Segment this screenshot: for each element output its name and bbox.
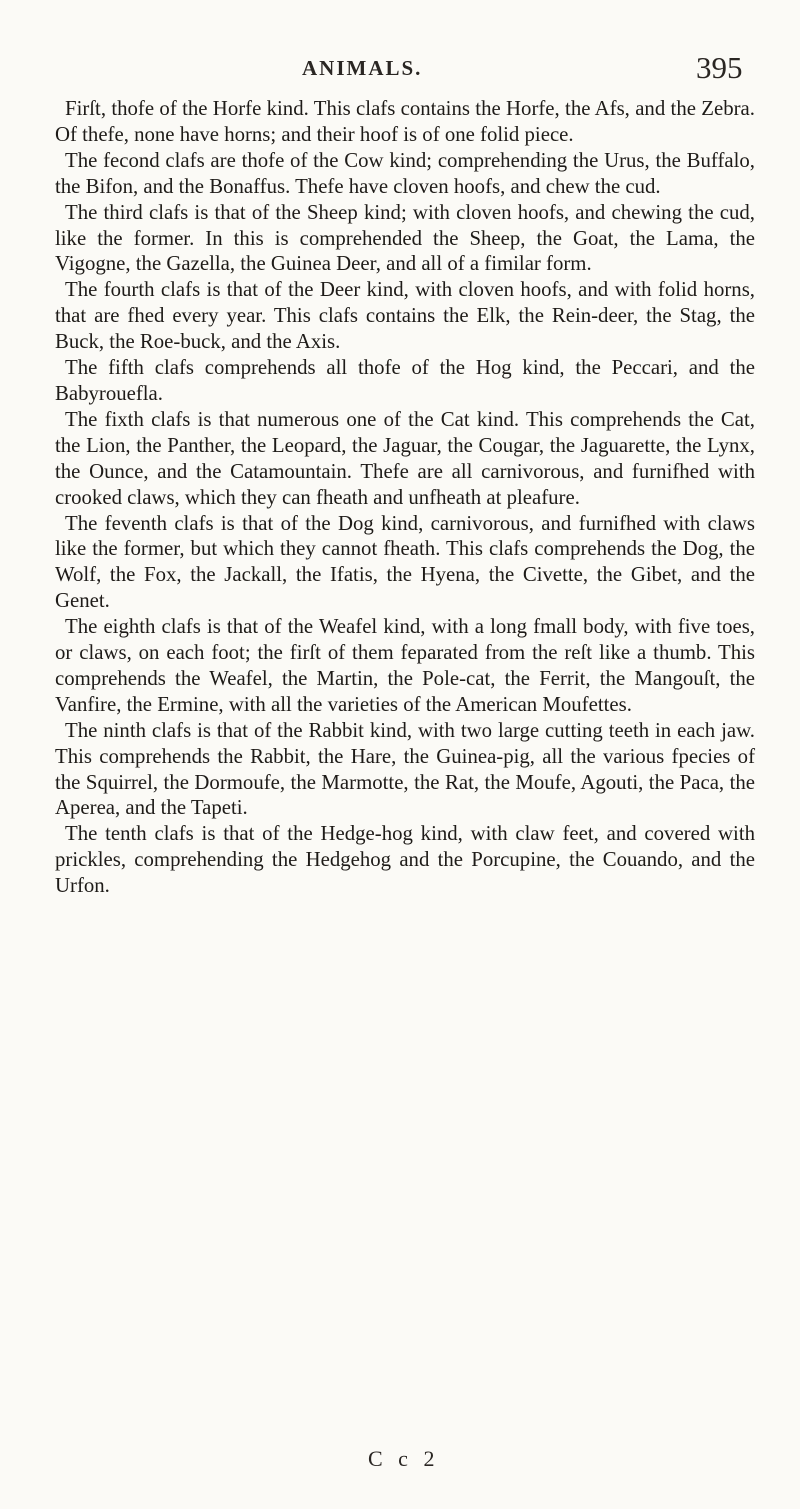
page-number: 395 xyxy=(696,50,743,85)
paragraph-hog-class: The fifth clafs comprehends all thofe of the Hog kind, the Peccari, and the Babyrouefla. xyxy=(55,356,755,405)
paragraph-horse-class: Firſt, thofe of the Horfe kind. This clafs contains the Horfe, the Afs, and the Zebra. Of thefe, none have horns; and their hoof is of one folid piece. xyxy=(55,97,755,146)
running-title: ANIMALS. xyxy=(302,56,423,80)
paragraph-cat-class: The fixth clafs is that numerous one of the Cat kind. This comprehends the Cat, the Lion, the Panther, the Leopard, the Jaguar, the Cougar, the Jaguarette, the Lynx, the Ounce, and the Catamountain. Thefe are all carnivorous, and furnifhed with crooked claws, which they can fheath and unfheath at pleafure. xyxy=(55,407,755,509)
paragraph-cow-class: The fecond clafs are thofe of the Cow kind; comprehending the Urus, the Buffalo, the Bifon, and the Bonaffus. Thefe have cloven hoofs, and chew the cud. xyxy=(55,148,755,198)
paragraph-hedgehog-class: The tenth clafs is that of the Hedge-hog kind, with claw feet, and covered with prickles, comprehending the Hedgehog and the Porcupine, the Couando, and the Urfon. xyxy=(55,822,755,898)
paragraph-sheep-class: The third clafs is that of the Sheep kind; with cloven hoofs, and chewing the cud, like the former. In this is comprehended the Sheep, the Goat, the Lama, the Vigogne, the Gazella, the Guinea Deer, and all of a fimilar form. xyxy=(55,200,755,276)
paragraph-weasel-class: The eighth clafs is that of the Weafel kind, with a long fmall body, with five toes, or claws, on each foot; the firſt of them feparated from the reſt like a thumb. This comprehends the Weafel, the Martin, the Pole-cat, the Ferrit, the Mangouſt, the Vanfire, the Ermine, with all the varieties of the American Moufettes. xyxy=(55,615,755,716)
body-text xyxy=(55,96,755,899)
paragraph-rabbit-class: The ninth clafs is that of the Rabbit kind, with two large cutting teeth in each jaw. This comprehends the Rabbit, the Hare, the Guinea-pig, all the various fpecies of the Squirrel, the Dormoufe, the Marmotte, the Rat, the Moufe, Agouti, the Paca, the Aperea, and the Tapeti. xyxy=(55,718,755,820)
paragraph-dog-class: The feventh clafs is that of the Dog kind, carnivorous, and furnifhed with claws like the former, but which they cannot fheath. This clafs comprehends the Dog, the Wolf, the Fox, the Jackall, the Ifatis, the Hyena, the Civette, the Gibet, and the Genet. xyxy=(55,511,755,613)
signature-mark: C c 2 xyxy=(368,1446,440,1471)
paragraph-deer-class: The fourth clafs is that of the Deer kind, with cloven hoofs, and with folid horns, that are fhed every year. This clafs contains the Elk, the Rein-deer, the Stag, the Buck, the Roe-buck, and the Axis. xyxy=(55,278,755,354)
running-head xyxy=(0,48,800,88)
